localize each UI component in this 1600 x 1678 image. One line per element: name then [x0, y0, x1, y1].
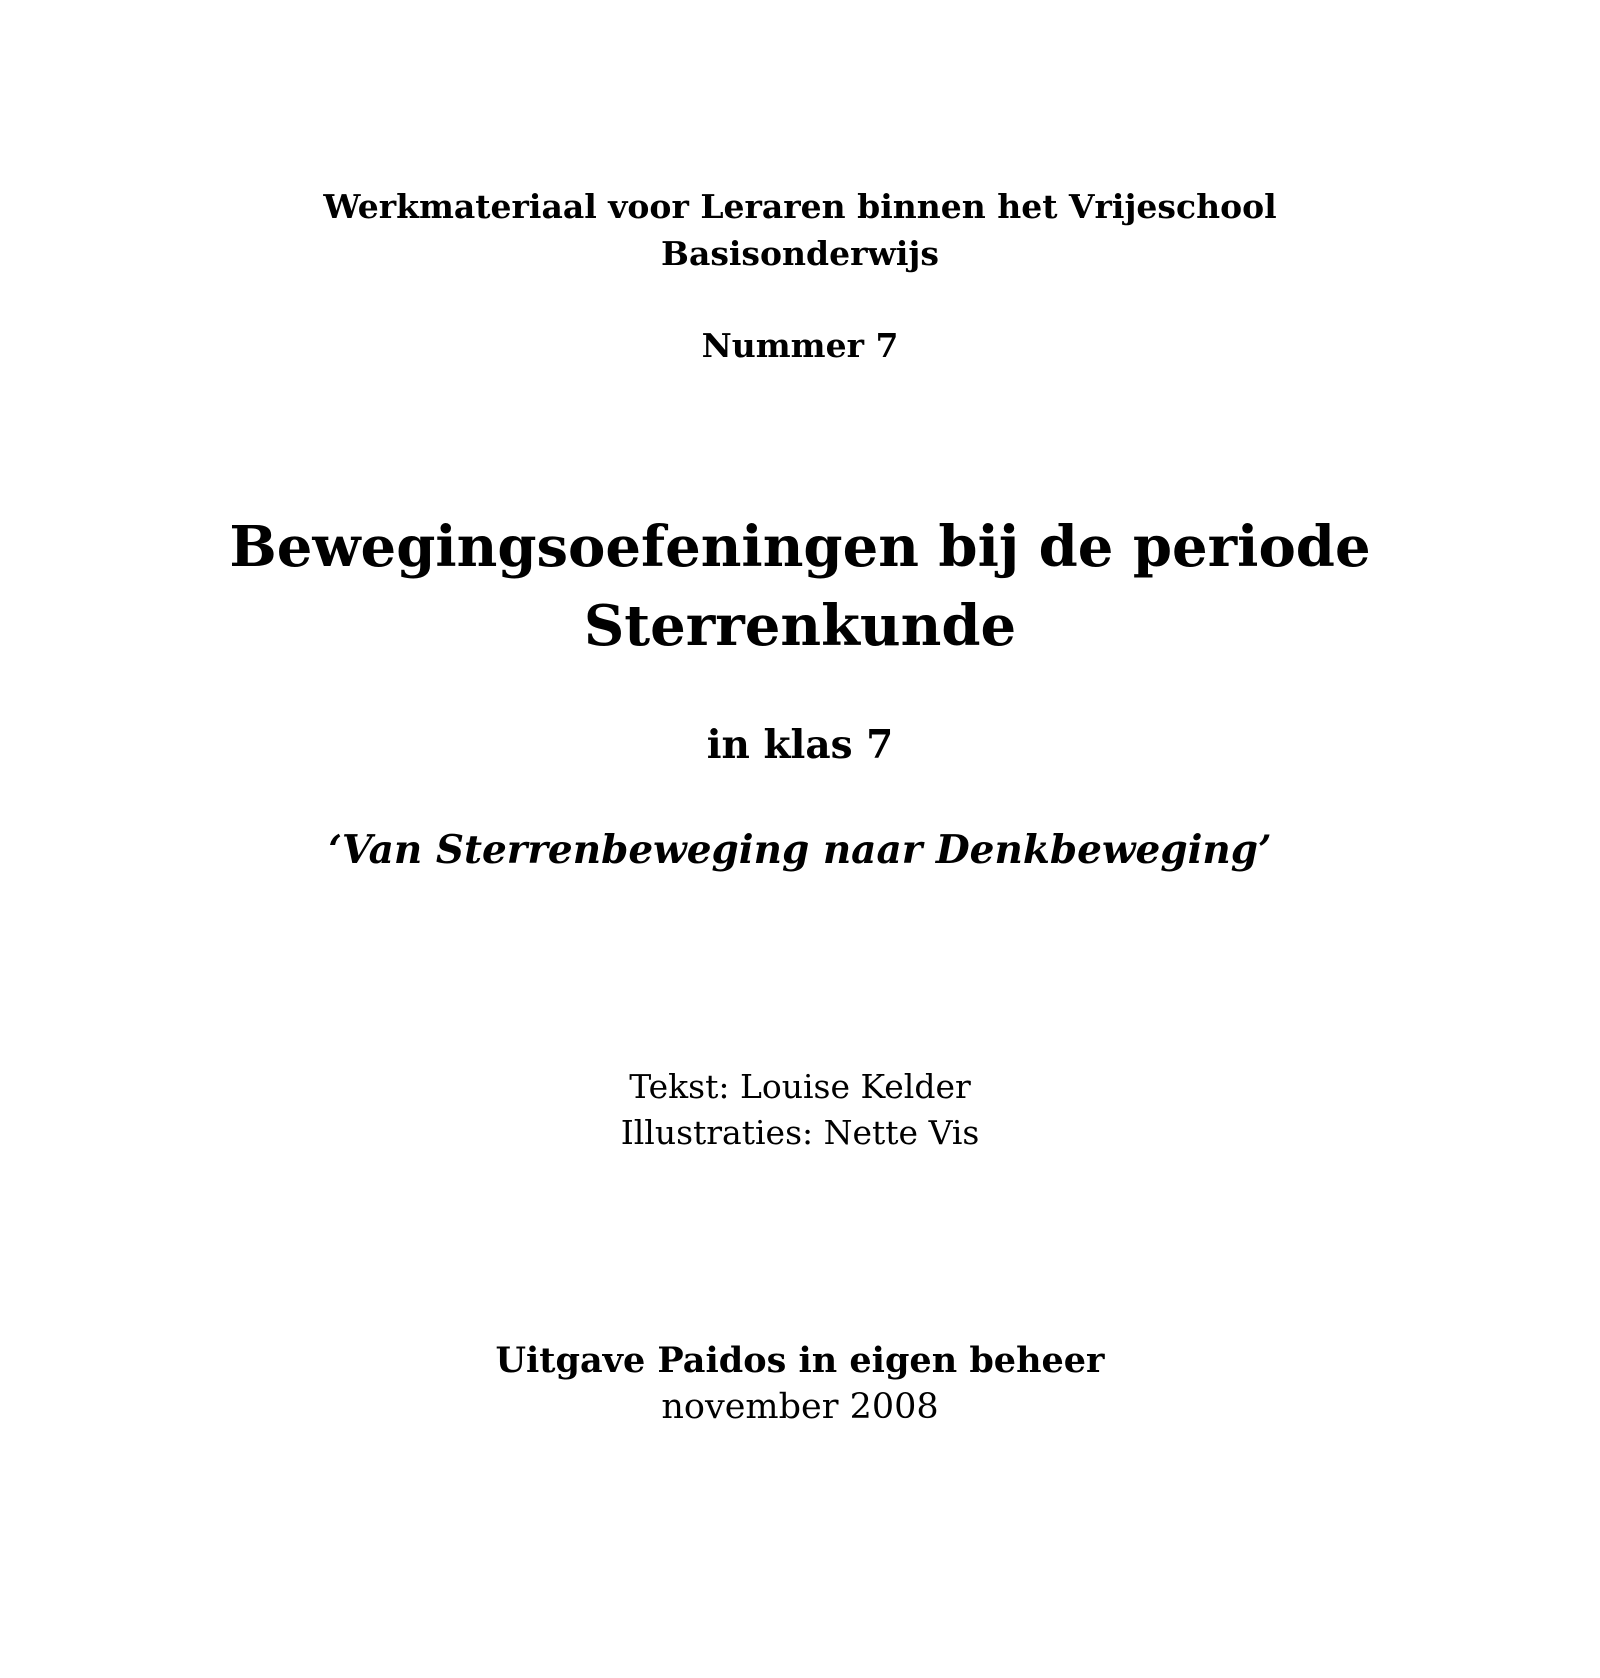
publication-date: november 2008: [661, 1387, 939, 1427]
series-line-2: Basisonderwijs: [661, 234, 939, 273]
title-line-1: Bewegingsoefeningen bij de periode: [229, 514, 1371, 580]
credit-text: Tekst: Louise Kelder: [629, 1067, 971, 1106]
credit-illustrations: Illustraties: Nette Vis: [620, 1113, 980, 1152]
grade-label: in klas 7: [706, 722, 894, 768]
document-title: [0, 508, 1600, 666]
series-line-1: Werkmateriaal voor Leraren binnen het Vrijeschool: [323, 187, 1277, 226]
series-heading: [0, 183, 1600, 277]
title-line-2: Sterrenkunde: [583, 593, 1017, 659]
publisher-name: Uitgave Paidos in eigen beheer: [495, 1340, 1105, 1381]
issue-number: Nummer 7: [701, 326, 899, 365]
document-subtitle: ‘Van Sterrenbeweging naar Denkbeweging’: [328, 827, 1272, 873]
credits: [0, 1064, 1600, 1156]
